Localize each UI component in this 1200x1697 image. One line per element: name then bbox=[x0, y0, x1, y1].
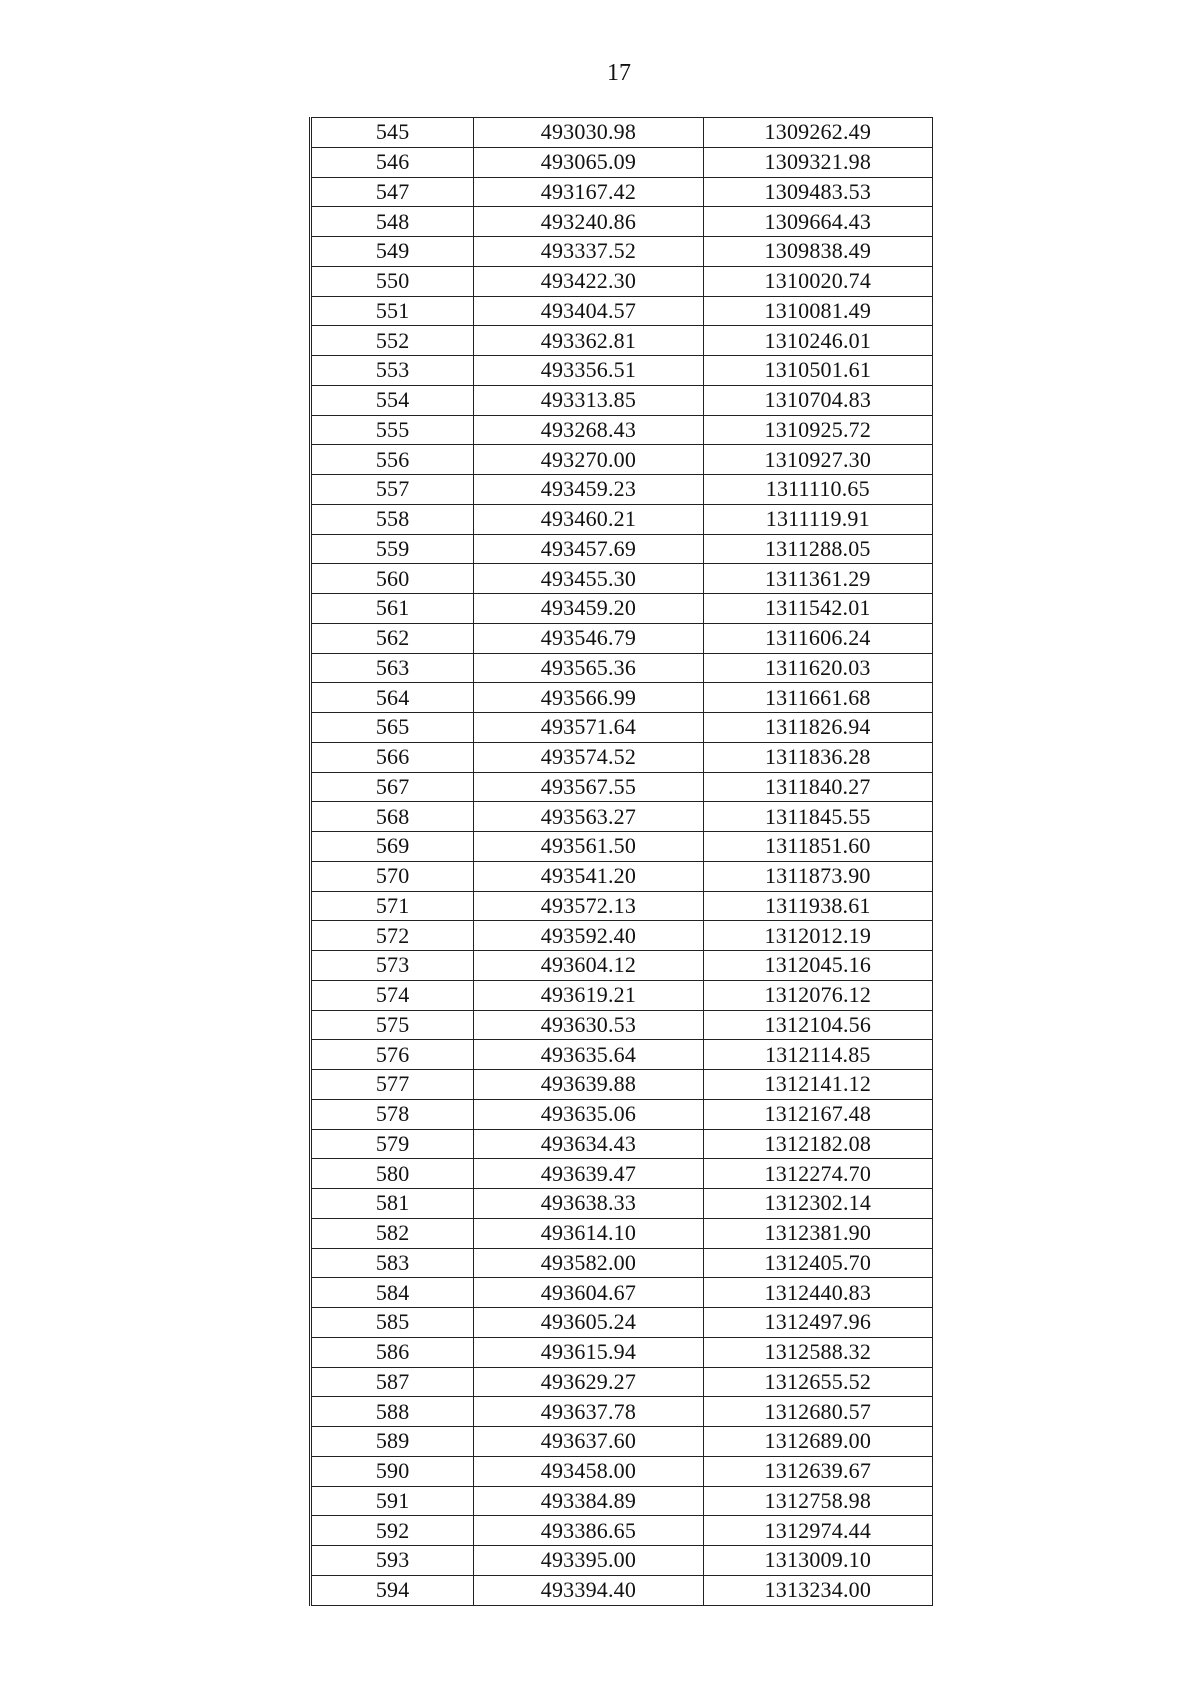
point-number-cell: 587 bbox=[311, 1367, 474, 1397]
x-coordinate-cell: 493546.79 bbox=[474, 623, 703, 653]
x-coordinate-cell: 493313.85 bbox=[474, 385, 703, 415]
table-row bbox=[311, 504, 933, 534]
y-coordinate-cell: 1311620.03 bbox=[703, 653, 932, 683]
x-coordinate-cell: 493457.69 bbox=[474, 534, 703, 564]
x-coordinate-cell: 493394.40 bbox=[474, 1575, 703, 1605]
table-row bbox=[311, 296, 933, 326]
table-row bbox=[311, 594, 933, 624]
point-number-cell: 577 bbox=[311, 1070, 474, 1100]
y-coordinate-cell: 1311606.24 bbox=[703, 623, 932, 653]
table-row bbox=[311, 832, 933, 862]
x-coordinate-cell: 493639.88 bbox=[474, 1070, 703, 1100]
point-number-cell: 579 bbox=[311, 1129, 474, 1159]
x-coordinate-cell: 493566.99 bbox=[474, 683, 703, 713]
table-row bbox=[311, 1159, 933, 1189]
y-coordinate-cell: 1312588.32 bbox=[703, 1337, 932, 1367]
table-row bbox=[311, 713, 933, 743]
table-row bbox=[311, 266, 933, 296]
y-coordinate-cell: 1311873.90 bbox=[703, 861, 932, 891]
x-coordinate-cell: 493604.12 bbox=[474, 951, 703, 981]
y-coordinate-cell: 1311661.68 bbox=[703, 683, 932, 713]
y-coordinate-cell: 1312012.19 bbox=[703, 921, 932, 951]
x-coordinate-cell: 493638.33 bbox=[474, 1189, 703, 1219]
point-number-cell: 592 bbox=[311, 1516, 474, 1546]
table-row bbox=[311, 118, 933, 148]
x-coordinate-cell: 493639.47 bbox=[474, 1159, 703, 1189]
y-coordinate-cell: 1312655.52 bbox=[703, 1367, 932, 1397]
y-coordinate-cell: 1312104.56 bbox=[703, 1010, 932, 1040]
x-coordinate-cell: 493565.36 bbox=[474, 653, 703, 683]
table-row bbox=[311, 207, 933, 237]
point-number-cell: 557 bbox=[311, 475, 474, 505]
table-row bbox=[311, 1218, 933, 1248]
y-coordinate-cell: 1311119.91 bbox=[703, 504, 932, 534]
y-coordinate-cell: 1312167.48 bbox=[703, 1099, 932, 1129]
x-coordinate-cell: 493637.60 bbox=[474, 1427, 703, 1457]
x-coordinate-cell: 493635.06 bbox=[474, 1099, 703, 1129]
point-number-cell: 563 bbox=[311, 653, 474, 683]
y-coordinate-cell: 1312141.12 bbox=[703, 1070, 932, 1100]
point-number-cell: 552 bbox=[311, 326, 474, 356]
y-coordinate-cell: 1312680.57 bbox=[703, 1397, 932, 1427]
y-coordinate-cell: 1312182.08 bbox=[703, 1129, 932, 1159]
point-number-cell: 556 bbox=[311, 445, 474, 475]
y-coordinate-cell: 1310925.72 bbox=[703, 415, 932, 445]
point-number-cell: 565 bbox=[311, 713, 474, 743]
y-coordinate-cell: 1310501.61 bbox=[703, 356, 932, 386]
point-number-cell: 559 bbox=[311, 534, 474, 564]
point-number-cell: 548 bbox=[311, 207, 474, 237]
x-coordinate-cell: 493592.40 bbox=[474, 921, 703, 951]
x-coordinate-cell: 493458.00 bbox=[474, 1456, 703, 1486]
y-coordinate-cell: 1312381.90 bbox=[703, 1218, 932, 1248]
point-number-cell: 566 bbox=[311, 742, 474, 772]
x-coordinate-cell: 493404.57 bbox=[474, 296, 703, 326]
table-row bbox=[311, 445, 933, 475]
y-coordinate-cell: 1310927.30 bbox=[703, 445, 932, 475]
x-coordinate-cell: 493567.55 bbox=[474, 772, 703, 802]
x-coordinate-cell: 493629.27 bbox=[474, 1367, 703, 1397]
table-row bbox=[311, 1337, 933, 1367]
point-number-cell: 576 bbox=[311, 1040, 474, 1070]
point-number-cell: 591 bbox=[311, 1486, 474, 1516]
table-row bbox=[311, 177, 933, 207]
table-row bbox=[311, 564, 933, 594]
y-coordinate-cell: 1309262.49 bbox=[703, 118, 932, 148]
y-coordinate-cell: 1312076.12 bbox=[703, 980, 932, 1010]
table-row bbox=[311, 772, 933, 802]
x-coordinate-cell: 493356.51 bbox=[474, 356, 703, 386]
x-coordinate-cell: 493384.89 bbox=[474, 1486, 703, 1516]
y-coordinate-cell: 1312045.16 bbox=[703, 951, 932, 981]
table-row bbox=[311, 951, 933, 981]
y-coordinate-cell: 1312497.96 bbox=[703, 1308, 932, 1338]
point-number-cell: 590 bbox=[311, 1456, 474, 1486]
table-row bbox=[311, 1456, 933, 1486]
table-row bbox=[311, 1575, 933, 1605]
y-coordinate-cell: 1310246.01 bbox=[703, 326, 932, 356]
y-coordinate-cell: 1312405.70 bbox=[703, 1248, 932, 1278]
x-coordinate-cell: 493030.98 bbox=[474, 118, 703, 148]
table-row bbox=[311, 147, 933, 177]
x-coordinate-cell: 493615.94 bbox=[474, 1337, 703, 1367]
y-coordinate-cell: 1310081.49 bbox=[703, 296, 932, 326]
x-coordinate-cell: 493386.65 bbox=[474, 1516, 703, 1546]
point-number-cell: 589 bbox=[311, 1427, 474, 1457]
point-number-cell: 560 bbox=[311, 564, 474, 594]
x-coordinate-cell: 493395.00 bbox=[474, 1546, 703, 1576]
x-coordinate-cell: 493604.67 bbox=[474, 1278, 703, 1308]
table-row bbox=[311, 1516, 933, 1546]
y-coordinate-cell: 1312639.67 bbox=[703, 1456, 932, 1486]
point-number-cell: 561 bbox=[311, 594, 474, 624]
point-number-cell: 562 bbox=[311, 623, 474, 653]
x-coordinate-cell: 493460.21 bbox=[474, 504, 703, 534]
y-coordinate-cell: 1311110.65 bbox=[703, 475, 932, 505]
x-coordinate-cell: 493455.30 bbox=[474, 564, 703, 594]
point-number-cell: 588 bbox=[311, 1397, 474, 1427]
table-row bbox=[311, 1070, 933, 1100]
table-row bbox=[311, 1010, 933, 1040]
point-number-cell: 581 bbox=[311, 1189, 474, 1219]
table-row bbox=[311, 1486, 933, 1516]
coordinates-table bbox=[309, 117, 933, 1606]
point-number-cell: 585 bbox=[311, 1308, 474, 1338]
point-number-cell: 549 bbox=[311, 237, 474, 267]
point-number-cell: 573 bbox=[311, 951, 474, 981]
y-coordinate-cell: 1313009.10 bbox=[703, 1546, 932, 1576]
x-coordinate-cell: 493574.52 bbox=[474, 742, 703, 772]
table-row bbox=[311, 623, 933, 653]
x-coordinate-cell: 493459.20 bbox=[474, 594, 703, 624]
table-row bbox=[311, 891, 933, 921]
x-coordinate-cell: 493630.53 bbox=[474, 1010, 703, 1040]
table-row bbox=[311, 326, 933, 356]
table-row bbox=[311, 653, 933, 683]
table-row bbox=[311, 861, 933, 891]
x-coordinate-cell: 493459.23 bbox=[474, 475, 703, 505]
x-coordinate-cell: 493634.43 bbox=[474, 1129, 703, 1159]
point-number-cell: 564 bbox=[311, 683, 474, 713]
x-coordinate-cell: 493422.30 bbox=[474, 266, 703, 296]
x-coordinate-cell: 493637.78 bbox=[474, 1397, 703, 1427]
table-row bbox=[311, 415, 933, 445]
y-coordinate-cell: 1311826.94 bbox=[703, 713, 932, 743]
point-number-cell: 550 bbox=[311, 266, 474, 296]
table-row bbox=[311, 385, 933, 415]
table-row bbox=[311, 802, 933, 832]
y-coordinate-cell: 1311288.05 bbox=[703, 534, 932, 564]
x-coordinate-cell: 493268.43 bbox=[474, 415, 703, 445]
y-coordinate-cell: 1311845.55 bbox=[703, 802, 932, 832]
x-coordinate-cell: 493561.50 bbox=[474, 832, 703, 862]
y-coordinate-cell: 1312689.00 bbox=[703, 1427, 932, 1457]
y-coordinate-cell: 1309321.98 bbox=[703, 147, 932, 177]
table-row bbox=[311, 356, 933, 386]
y-coordinate-cell: 1312974.44 bbox=[703, 1516, 932, 1546]
table-row bbox=[311, 1546, 933, 1576]
point-number-cell: 582 bbox=[311, 1218, 474, 1248]
point-number-cell: 572 bbox=[311, 921, 474, 951]
table-row bbox=[311, 475, 933, 505]
y-coordinate-cell: 1310704.83 bbox=[703, 385, 932, 415]
x-coordinate-cell: 493614.10 bbox=[474, 1218, 703, 1248]
y-coordinate-cell: 1312440.83 bbox=[703, 1278, 932, 1308]
point-number-cell: 570 bbox=[311, 861, 474, 891]
y-coordinate-cell: 1309483.53 bbox=[703, 177, 932, 207]
y-coordinate-cell: 1311361.29 bbox=[703, 564, 932, 594]
x-coordinate-cell: 493065.09 bbox=[474, 147, 703, 177]
y-coordinate-cell: 1312274.70 bbox=[703, 1159, 932, 1189]
point-number-cell: 555 bbox=[311, 415, 474, 445]
y-coordinate-cell: 1312758.98 bbox=[703, 1486, 932, 1516]
point-number-cell: 551 bbox=[311, 296, 474, 326]
y-coordinate-cell: 1309664.43 bbox=[703, 207, 932, 237]
table-row bbox=[311, 1308, 933, 1338]
x-coordinate-cell: 493270.00 bbox=[474, 445, 703, 475]
point-number-cell: 547 bbox=[311, 177, 474, 207]
table-row bbox=[311, 742, 933, 772]
y-coordinate-cell: 1312114.85 bbox=[703, 1040, 932, 1070]
table-row bbox=[311, 1189, 933, 1219]
x-coordinate-cell: 493619.21 bbox=[474, 980, 703, 1010]
y-coordinate-cell: 1311840.27 bbox=[703, 772, 932, 802]
point-number-cell: 554 bbox=[311, 385, 474, 415]
point-number-cell: 558 bbox=[311, 504, 474, 534]
point-number-cell: 580 bbox=[311, 1159, 474, 1189]
point-number-cell: 593 bbox=[311, 1546, 474, 1576]
table-row bbox=[311, 980, 933, 1010]
table-row bbox=[311, 683, 933, 713]
table-row bbox=[311, 1040, 933, 1070]
table-row bbox=[311, 1427, 933, 1457]
table-row bbox=[311, 237, 933, 267]
x-coordinate-cell: 493337.52 bbox=[474, 237, 703, 267]
x-coordinate-cell: 493571.64 bbox=[474, 713, 703, 743]
point-number-cell: 583 bbox=[311, 1248, 474, 1278]
point-number-cell: 594 bbox=[311, 1575, 474, 1605]
table-row bbox=[311, 534, 933, 564]
page-number: 17 bbox=[607, 60, 631, 86]
point-number-cell: 575 bbox=[311, 1010, 474, 1040]
point-number-cell: 553 bbox=[311, 356, 474, 386]
point-number-cell: 584 bbox=[311, 1278, 474, 1308]
point-number-cell: 546 bbox=[311, 147, 474, 177]
y-coordinate-cell: 1311851.60 bbox=[703, 832, 932, 862]
y-coordinate-cell: 1309838.49 bbox=[703, 237, 932, 267]
point-number-cell: 578 bbox=[311, 1099, 474, 1129]
x-coordinate-cell: 493541.20 bbox=[474, 861, 703, 891]
point-number-cell: 567 bbox=[311, 772, 474, 802]
point-number-cell: 574 bbox=[311, 980, 474, 1010]
x-coordinate-cell: 493605.24 bbox=[474, 1308, 703, 1338]
table-row bbox=[311, 1397, 933, 1427]
y-coordinate-cell: 1311836.28 bbox=[703, 742, 932, 772]
x-coordinate-cell: 493563.27 bbox=[474, 802, 703, 832]
x-coordinate-cell: 493362.81 bbox=[474, 326, 703, 356]
x-coordinate-cell: 493167.42 bbox=[474, 177, 703, 207]
table-row bbox=[311, 1367, 933, 1397]
y-coordinate-cell: 1311938.61 bbox=[703, 891, 932, 921]
table-row bbox=[311, 921, 933, 951]
x-coordinate-cell: 493582.00 bbox=[474, 1248, 703, 1278]
point-number-cell: 571 bbox=[311, 891, 474, 921]
point-number-cell: 545 bbox=[311, 118, 474, 148]
x-coordinate-cell: 493240.86 bbox=[474, 207, 703, 237]
y-coordinate-cell: 1310020.74 bbox=[703, 266, 932, 296]
table-row bbox=[311, 1278, 933, 1308]
table-row bbox=[311, 1099, 933, 1129]
table-row bbox=[311, 1248, 933, 1278]
point-number-cell: 568 bbox=[311, 802, 474, 832]
x-coordinate-cell: 493635.64 bbox=[474, 1040, 703, 1070]
y-coordinate-cell: 1312302.14 bbox=[703, 1189, 932, 1219]
x-coordinate-cell: 493572.13 bbox=[474, 891, 703, 921]
coordinates-table-body bbox=[311, 118, 933, 1606]
point-number-cell: 569 bbox=[311, 832, 474, 862]
y-coordinate-cell: 1313234.00 bbox=[703, 1575, 932, 1605]
table-row bbox=[311, 1129, 933, 1159]
y-coordinate-cell: 1311542.01 bbox=[703, 594, 932, 624]
point-number-cell: 586 bbox=[311, 1337, 474, 1367]
